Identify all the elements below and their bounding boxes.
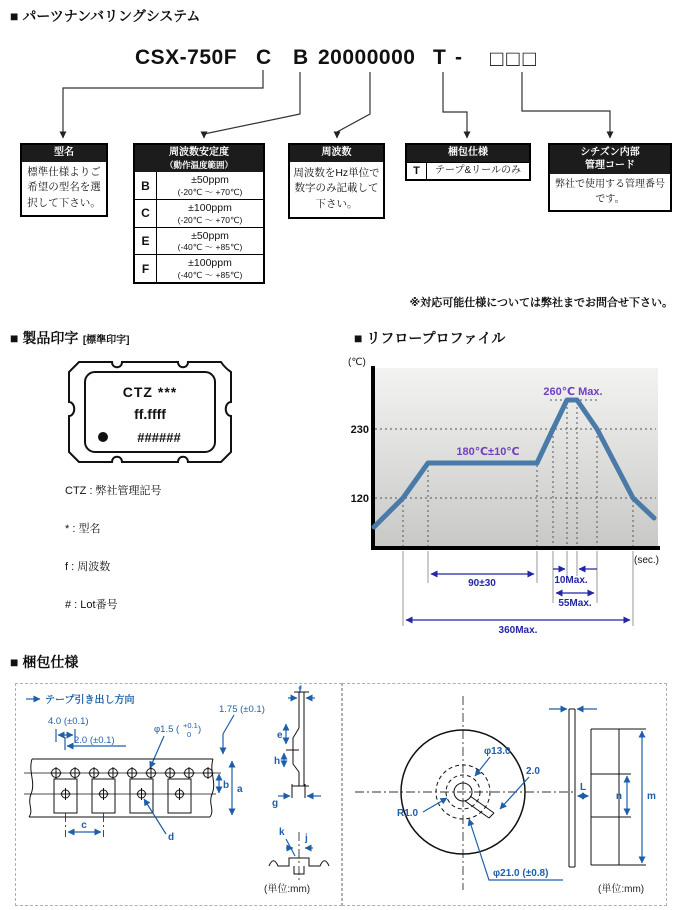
hole-dia-label: φ1.5 (	[154, 724, 180, 735]
stability-row	[135, 227, 263, 255]
reflow-title: ■ リフロープロファイル	[354, 330, 506, 346]
component-pockets	[54, 779, 191, 813]
stability-value	[157, 255, 263, 282]
packing-box	[405, 143, 531, 181]
hole-dia-tol-upper: +0.1	[183, 721, 198, 730]
stability-row	[135, 254, 263, 282]
dim-m-label: m	[647, 791, 656, 802]
reel-drawing	[343, 684, 666, 905]
packing-box-header: 梱包仕様	[407, 145, 529, 162]
chip-line1: CTZ ***	[122, 384, 178, 400]
stability-range: (-40℃ ～ +85℃)	[177, 242, 243, 253]
internal-code-box	[548, 143, 672, 212]
stability-ppm: ±50ppm	[191, 229, 229, 242]
tape-half-pitch-label: 2.0 (±0.1)	[74, 735, 115, 746]
legend-item: * : 型名	[65, 523, 101, 535]
legend-item: f : 周波数	[65, 561, 111, 573]
part-number-stability-code: B	[293, 46, 309, 69]
tape-direction-label: テープ引き出し方向	[45, 695, 135, 706]
dim-g-label: g	[272, 798, 279, 809]
reflow-profile-chart	[340, 355, 681, 650]
reel-unit-label: (単位:mm)	[598, 884, 645, 895]
dim-n-label: n	[615, 791, 622, 802]
plateau-annotation: 180℃±10℃	[456, 446, 520, 458]
hole-dia-close: )	[198, 724, 202, 735]
marking-title: ■ 製品印字	[10, 330, 79, 346]
tape-drawing	[16, 684, 341, 905]
preheat-time-label: 90±30	[468, 578, 496, 589]
stability-code: C	[135, 200, 157, 227]
edge-offset-label: 1.75 (±0.1)	[219, 704, 265, 715]
dim-h-label: h	[274, 756, 281, 767]
peak-annotation: 260℃ Max.	[543, 386, 603, 398]
dim-c-label: c	[81, 820, 87, 831]
chip-marking-drawing	[55, 356, 245, 468]
x-axis-unit-label: (sec.)	[634, 555, 659, 566]
reel-spec-panel	[342, 683, 667, 906]
part-number-placeholder-squares: □□□	[490, 46, 539, 71]
stability-code: F	[135, 255, 157, 282]
packaging-title: ■ 梱包仕様	[10, 654, 79, 670]
stability-row	[135, 172, 263, 199]
chart-plot-area	[373, 368, 658, 548]
dim-j-label: j	[305, 833, 308, 844]
slot-width-label: 2.0	[526, 766, 540, 777]
frequency-box-header: 周波数	[290, 145, 383, 162]
stability-ppm: ±50ppm	[191, 174, 229, 187]
tape-cross-section	[286, 692, 309, 798]
tape-spec-panel	[15, 683, 342, 906]
legend-item: CTZ : 弊社管理記号	[65, 485, 162, 497]
frequency-box-body: 周波数をHz単位で数字のみ記載して下さい。	[293, 166, 380, 210]
stability-header-line1: 周波数安定度	[169, 147, 229, 158]
stability-box	[133, 143, 265, 284]
frequency-box	[288, 143, 385, 219]
internal-header-line2: 管理コード	[585, 159, 635, 171]
part-number-output-code: C	[256, 46, 272, 69]
part-number-connector-lines	[0, 60, 681, 146]
chart-duration-dimensions	[406, 569, 630, 620]
stability-value	[157, 172, 263, 199]
stability-value	[157, 228, 263, 255]
stability-code: E	[135, 228, 157, 255]
dim-k-label: k	[279, 827, 285, 838]
part-number-model: CSX-750F	[135, 46, 238, 69]
tape-pitch-label: 4.0 (±0.1)	[48, 716, 89, 727]
model-box-body: 標準仕様よりご希望の型名を選択して下さい。	[27, 165, 101, 209]
total-time-label: 360Max.	[498, 625, 538, 636]
marking-legend	[65, 482, 162, 634]
dim-f-label: f	[298, 685, 302, 696]
stability-value	[157, 200, 263, 227]
stability-range: (-20℃ ～ +70℃)	[177, 186, 243, 197]
part-number-packing-code: T	[433, 46, 447, 69]
part-numbering-title: ■ パーツナンバリングシステム	[10, 8, 201, 24]
peak-time-label: 10Max.	[554, 575, 588, 586]
stability-box-header	[135, 145, 263, 172]
dim-d-label: d	[168, 832, 175, 843]
packing-value: テープ&リールのみ	[435, 164, 521, 176]
stability-ppm: ±100ppm	[188, 201, 232, 214]
internal-code-box-header	[550, 145, 670, 174]
internal-code-box-body: 弊社で使用する管理番号です。	[555, 179, 665, 205]
stability-range: (-20℃ ～ +70℃)	[177, 214, 243, 225]
dim-a-label: a	[237, 784, 243, 795]
chip-line3-lot: ######	[137, 430, 181, 445]
model-box	[20, 143, 108, 217]
tape-unit-label: (単位:mm)	[264, 884, 311, 895]
chip-line2: ff.ffff	[134, 406, 166, 422]
packing-row	[407, 162, 529, 179]
contact-note: ※対応可能仕様については弊社までお問合せ下さい。	[409, 297, 673, 309]
dim-b-label: b	[223, 780, 230, 791]
y-axis-unit-label: (℃)	[348, 357, 366, 368]
dim-l-label: L	[579, 782, 587, 793]
stability-range: (-40℃ ～ +85℃)	[177, 270, 243, 281]
stability-ppm: ±100ppm	[188, 257, 232, 270]
legend-item: # : Lot番号	[65, 599, 118, 611]
part-number-dash: -	[455, 46, 463, 69]
dim-e-label: e	[277, 730, 283, 741]
part-number-frequency: 20000000	[318, 46, 416, 69]
stability-row	[135, 199, 263, 227]
above-230-time-label: 55Max.	[558, 598, 592, 609]
stability-header-line2: （動作温度範囲）	[164, 159, 233, 170]
y-tick-120: 120	[350, 493, 369, 505]
model-box-header: 型名	[22, 145, 106, 162]
stability-code: B	[135, 172, 157, 199]
packing-code: T	[407, 163, 427, 179]
sprocket-holes	[50, 767, 214, 779]
center-dia-label: φ21.0 (±0.8)	[493, 868, 549, 879]
y-tick-230: 230	[350, 424, 369, 436]
chip-pin1-dot	[98, 432, 108, 442]
hub-dia-label: φ13.0	[484, 746, 511, 757]
marking-title-row	[10, 328, 129, 348]
hole-dia-tol-lower: 0	[187, 730, 192, 739]
fillet-label: R1.0	[397, 808, 419, 819]
marking-subtitle: [標準印字]	[82, 335, 130, 346]
internal-header-line1: シチズン内部	[580, 147, 640, 158]
